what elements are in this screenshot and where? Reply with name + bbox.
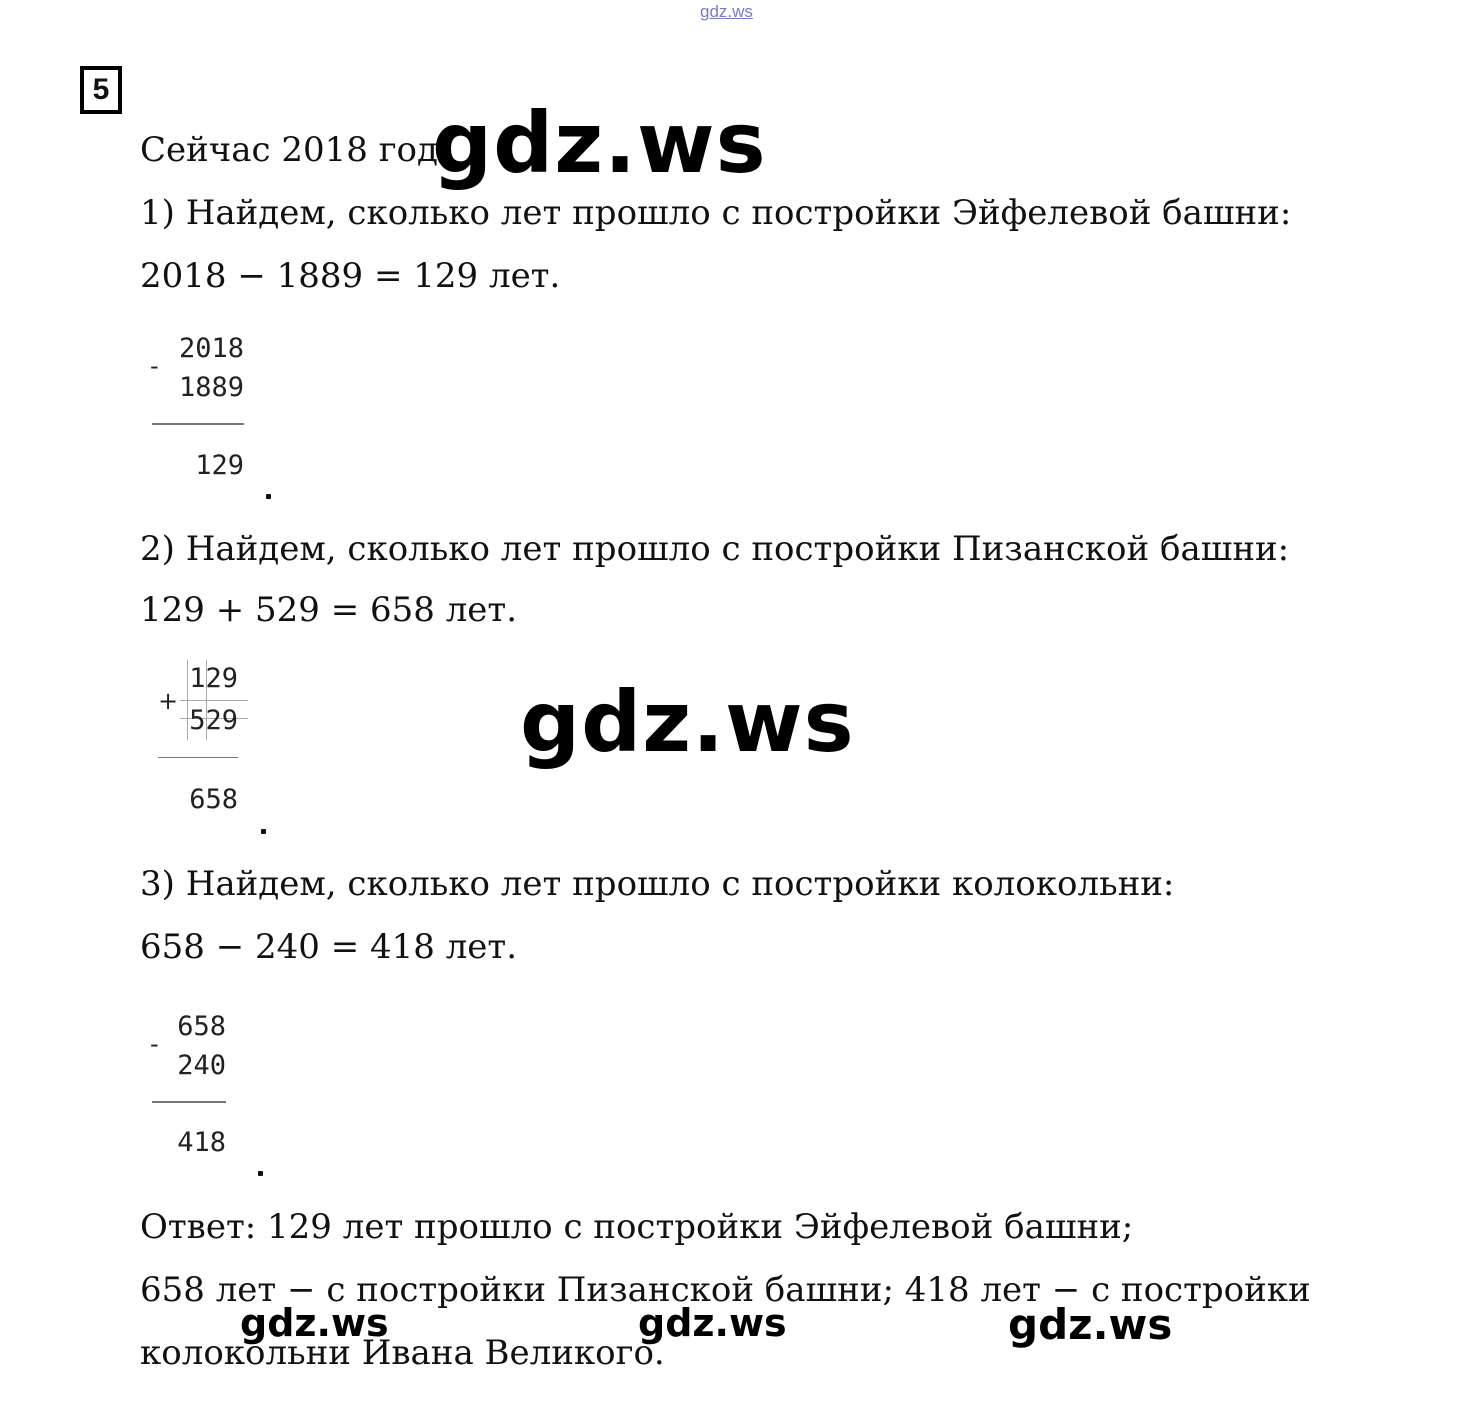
column-minus-sign: - (150, 1030, 159, 1058)
step-2-heading: 2) Найдем, сколько лет прошло с постройки Пизанской башни: (140, 529, 1290, 569)
intro-text: Сейчас 2018 год. (140, 130, 449, 170)
column-plus-sign: + (158, 687, 179, 715)
column-dot (261, 829, 266, 834)
column-result: 658 (189, 784, 238, 815)
step-1-heading: 1) Найдем, сколько лет прошло с постройки Эйфелевой башни: (140, 193, 1292, 233)
column-result-line (152, 423, 244, 425)
step-3-equation: 658 − 240 = 418 лет. (140, 927, 518, 967)
task-number-box: 5 (80, 66, 122, 114)
watermark-top-link[interactable]: gdz.ws (700, 2, 753, 21)
step-3-heading: 3) Найдем, сколько лет прошло с постройки колокольни: (140, 864, 1175, 904)
column-dot (258, 1171, 263, 1176)
watermark-big-2: gdz.ws (520, 673, 855, 771)
watermark-bottom-middle: gdz.ws (638, 1301, 787, 1345)
column-minuend: 2018 (178, 333, 244, 364)
watermark-bottom-right: gdz.ws (1008, 1300, 1173, 1349)
column-minuend: 658 (177, 1011, 226, 1042)
column-result: 418 (177, 1127, 226, 1158)
column-addend-1: 129 (189, 663, 238, 694)
column-result: 129 (195, 450, 244, 481)
column-subtrahend: 1889 (178, 372, 244, 403)
answer-line-1: Ответ: 129 лет прошло с постройки Эйфелевой башни; (140, 1207, 1134, 1247)
column-addend-2: 529 (189, 705, 238, 736)
answer-line-2: 658 лет − с постройки Пизанской башни; 418 лет − с постройки (140, 1270, 1311, 1310)
column-minus-sign: - (150, 352, 159, 380)
column-result-line (152, 1101, 226, 1103)
step-2-equation: 129 + 529 = 658 лет. (140, 590, 518, 630)
answer-line-3: колокольни Ивана Великого. (140, 1333, 665, 1373)
watermark-big-1: gdz.ws (432, 94, 767, 192)
step-1-equation: 2018 − 1889 = 129 лет. (140, 256, 561, 296)
column-grid-line (180, 700, 248, 701)
column-dot (266, 494, 271, 499)
column-result-line (158, 757, 238, 758)
column-subtrahend: 240 (177, 1050, 226, 1081)
watermark-bottom-left: gdz.ws (240, 1301, 389, 1345)
